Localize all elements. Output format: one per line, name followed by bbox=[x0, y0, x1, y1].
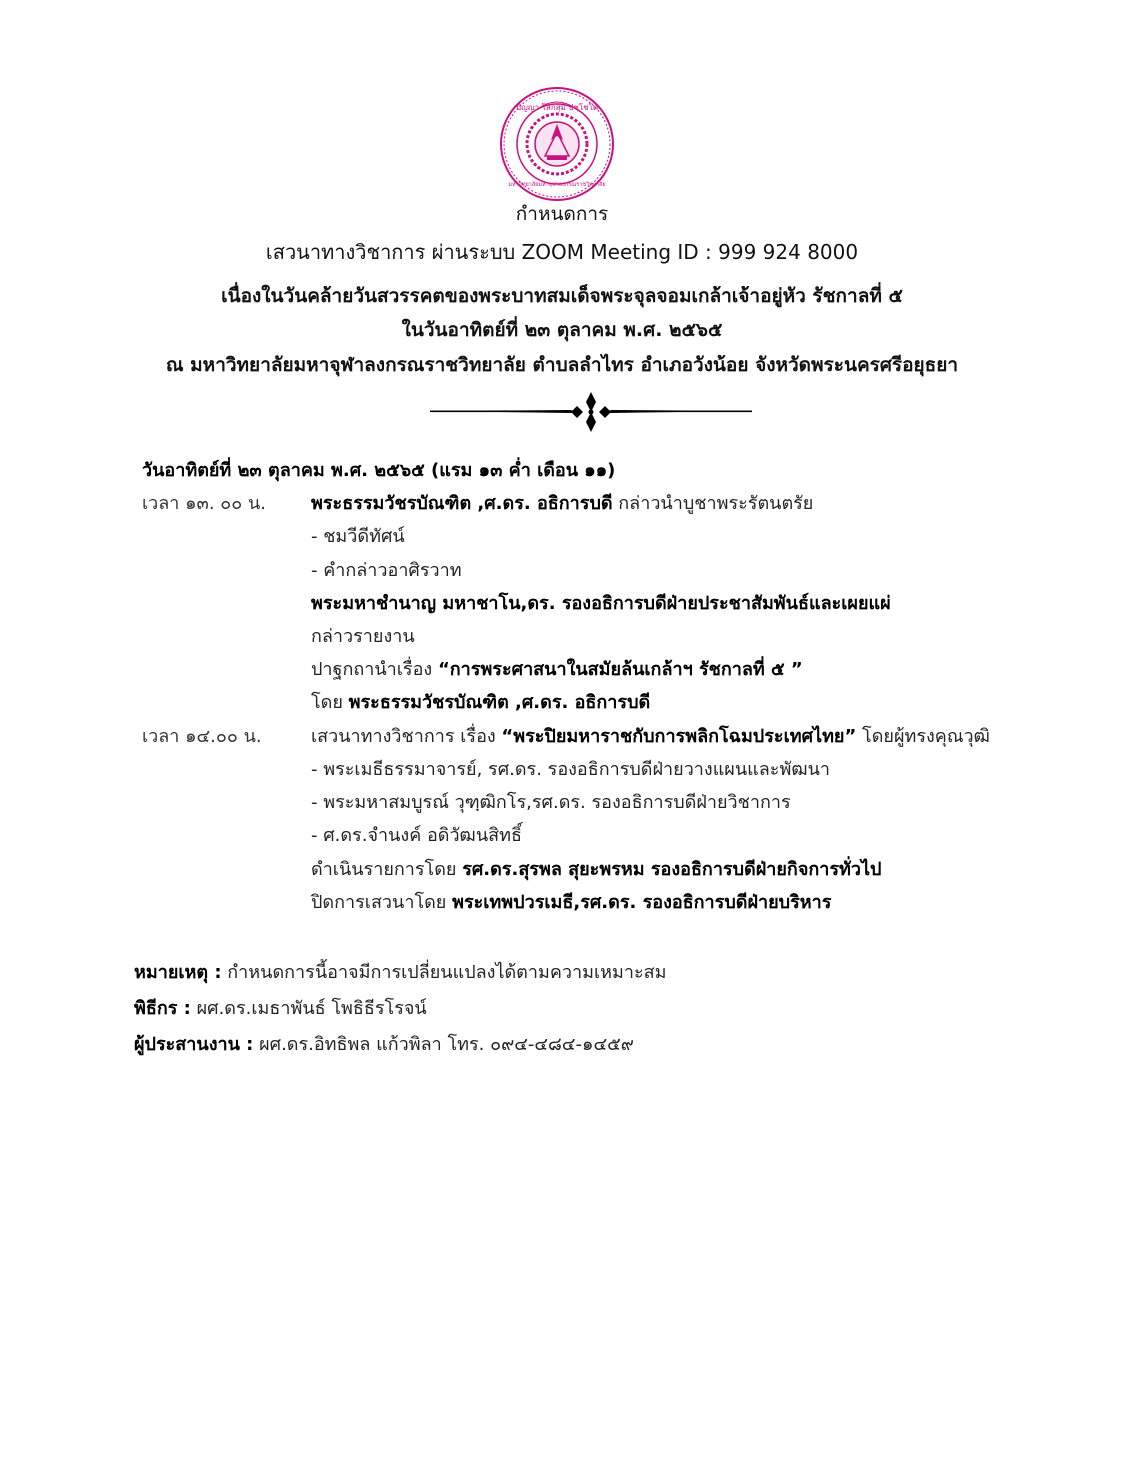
session2-topic-line bbox=[311, 724, 990, 750]
svg-text:มหาวิทยาลัยมหาจุฬาลงกรณราชวิทย: มหาวิทยาลัยมหาจุฬาลงกรณราชวิทยาลัย bbox=[508, 182, 606, 188]
panelist-3: - ศ.ดร.จำนงค์ อดิวัฒนสิทธิ์ bbox=[311, 825, 522, 846]
day-heading: วันอาทิตย์ที่ ๒๓ ตุลาคม พ.ศ. ๒๕๖๕ (แรม ๑๓ ค่ำ เดือน ๑๑) bbox=[142, 460, 616, 481]
moderator-prefix: ดำเนินรายการโดย bbox=[311, 859, 463, 880]
mc-line bbox=[134, 996, 427, 1022]
occasion-line: เนื่องในวันคล้ายวันสวรรคตของพระบาทสมเด็จพระจุลจอมเกล้าเจ้าอยู่หัว รัชกาลที่ ๕ bbox=[221, 285, 903, 307]
session2-time: เวลา ๑๔.๐๐ น. bbox=[142, 726, 262, 747]
session1-item-video: - ชมวีดีทัศน์ bbox=[311, 526, 405, 547]
session1-speaker: พระธรรมวัชรบัณฑิต ,ศ.ดร. อธิการบดี bbox=[311, 493, 613, 514]
keynote-prefix: ปาฐกถานำเรื่อง bbox=[311, 659, 438, 680]
remark-line bbox=[134, 960, 666, 986]
topic-suffix: โดยผู้ทรงคุณวุฒิ bbox=[856, 726, 990, 747]
svg-text:ปัญญา โลกสฺมิ ปชฺโชโต: ปัญญา โลกสฺมิ ปชฺโชโต bbox=[515, 103, 599, 112]
by-prefix: โดย bbox=[311, 692, 349, 713]
closing-line bbox=[311, 890, 831, 916]
session1-by-line bbox=[311, 690, 650, 716]
session1-time: เวลา ๑๓. ๐๐ น. bbox=[142, 493, 267, 514]
by-name: พระธรรมวัชรบัณฑิต ,ศ.ดร. อธิการบดี bbox=[348, 692, 651, 713]
remark-text: กำหนดการนี้อาจมีการเปลี่ยนแปลงได้ตามความเหมาะสม bbox=[221, 962, 667, 983]
session1-report-label: กล่าวรายงาน bbox=[311, 626, 415, 647]
remark-label: หมายเหตุ : bbox=[134, 962, 222, 983]
moderator-line bbox=[311, 857, 882, 883]
document-subtitle: เสวนาทางวิชาการ ผ่านระบบ ZOOM Meeting ID : 999 924 8000 bbox=[265, 240, 859, 264]
panelist-1: - พระเมธีธรรมาจารย์, รศ.ดร. รองอธิการบดีฝ่ายวางแผนและพัฒนา bbox=[311, 759, 830, 780]
university-seal-logo bbox=[499, 86, 615, 202]
document-title: กำหนดการ bbox=[515, 203, 609, 225]
session1-reporter: พระมหาชำนาญ มหาชาโน,ดร. รองอธิการบดีฝ่ายประชาสัมพันธ์และเผยแผ่ bbox=[311, 593, 891, 614]
topic-prefix: เสวนาทางวิชาการ เรื่อง bbox=[311, 726, 502, 747]
venue-line: ณ มหาวิทยาลัยมหาจุฬาลงกรณราชวิทยาลัย ตำบลลำไทร อำเภอวังน้อย จังหวัดพระนครศรีอยุธยา bbox=[165, 354, 959, 376]
mc-label: พิธีกร : bbox=[134, 998, 191, 1019]
topic-title: “พระปิยมหาราชกับการพลิกโฉมประเทศไทย” bbox=[501, 726, 857, 747]
date-line: ในวันอาทิตย์ที่ ๒๓ ตุลาคม พ.ศ. ๒๕๖๕ bbox=[401, 319, 723, 341]
session1-opening-line bbox=[311, 491, 813, 517]
closing-prefix: ปิดการเสวนาโดย bbox=[311, 892, 453, 913]
session1-item-blessing: - คำกล่าวอาศิรวาท bbox=[311, 560, 462, 581]
closing-name: พระเทพปวรเมธี,รศ.ดร. รองอธิการบดีฝ่ายบริหาร bbox=[452, 892, 832, 913]
coordinator-label: ผู้ประสานงาน : bbox=[134, 1034, 254, 1055]
ornamental-divider bbox=[430, 390, 752, 434]
moderator-name: รศ.ดร.สุรพล สุยะพรหม รองอธิการบดีฝ่ายกิจการทั่วไป bbox=[462, 859, 882, 880]
coordinator-text: ผศ.ดร.อิทธิพล แก้วพิลา โทร. ๐๙๔-๔๘๔-๑๔๕๙ bbox=[253, 1034, 634, 1055]
coordinator-line bbox=[134, 1032, 634, 1058]
mc-text: ผศ.ดร.เมธาพันธ์ โพธิธีรโรจน์ bbox=[190, 998, 427, 1019]
session1-keynote-line bbox=[311, 657, 803, 683]
panelist-2: - พระมหาสมบูรณ์ วุฑฺฒิกโร,รศ.ดร. รองอธิการบดีฝ่ายวิชาการ bbox=[311, 792, 791, 813]
session1-action: กล่าวนำบูชาพระรัตนตรัย bbox=[612, 493, 814, 514]
keynote-title: “การพระศาสนาในสมัยล้นเกล้าฯ รัชกาลที่ ๕ ” bbox=[437, 659, 803, 680]
